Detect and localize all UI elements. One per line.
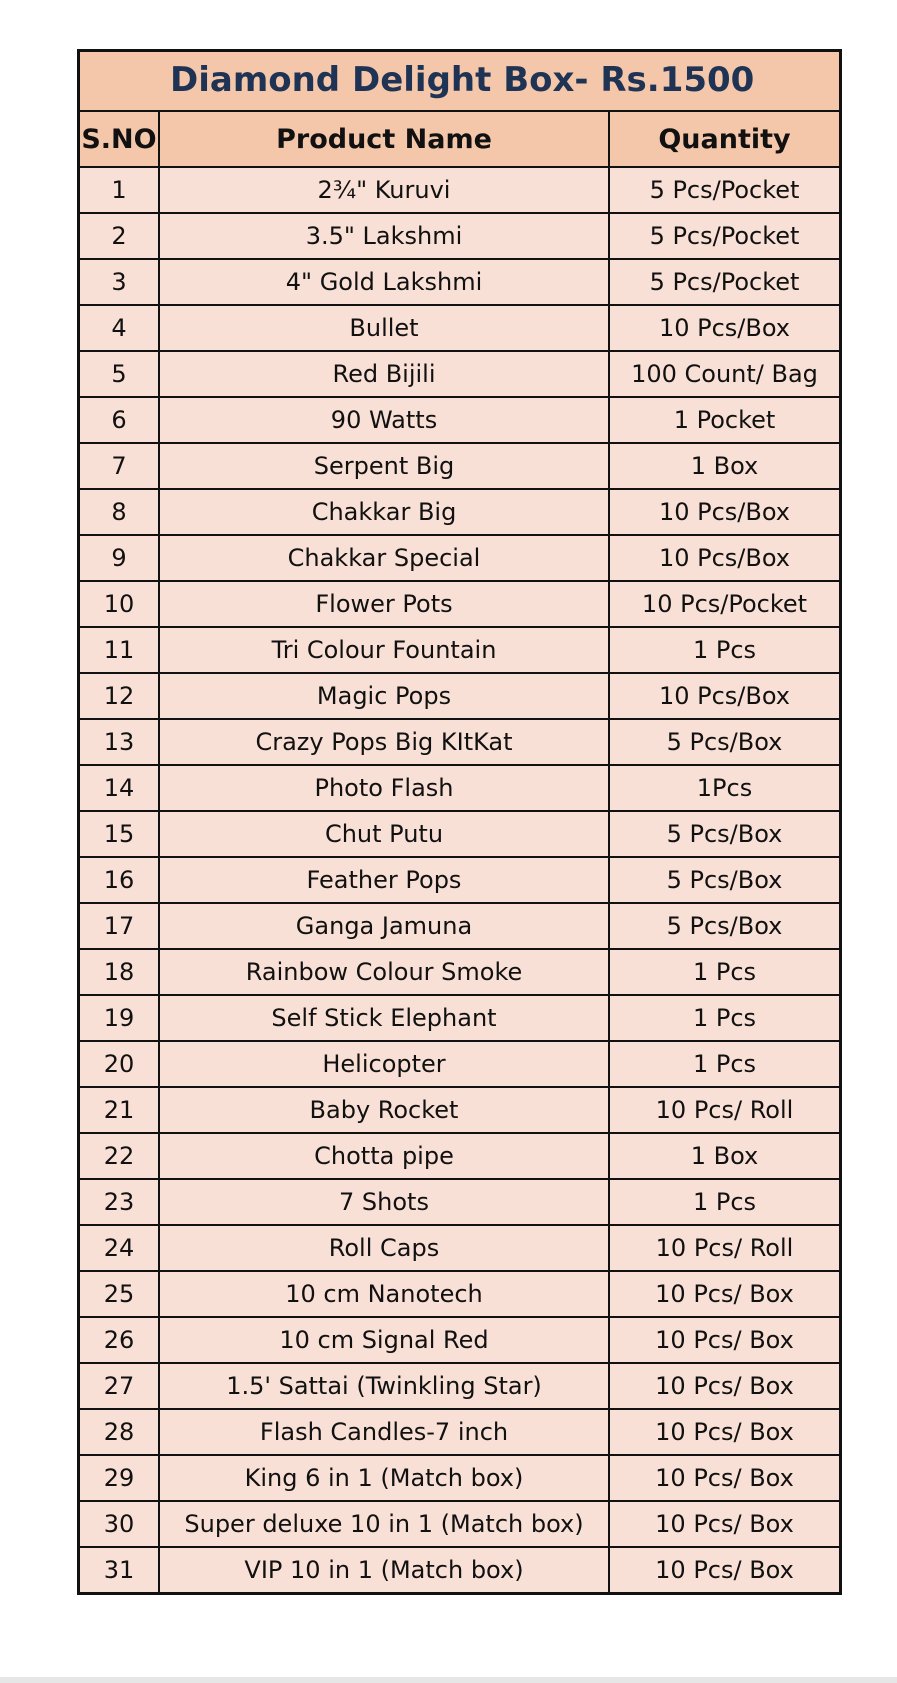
title-row — [80, 52, 839, 112]
cell-product-name: 2¾" Kuruvi — [159, 167, 609, 213]
table-row — [80, 443, 839, 489]
cell-sno: 30 — [80, 1501, 159, 1547]
cell-sno: 24 — [80, 1225, 159, 1271]
table-row — [80, 903, 839, 949]
table-body — [80, 167, 839, 1592]
cell-quantity: 10 Pcs/Pocket — [609, 581, 839, 627]
cell-product-name: Roll Caps — [159, 1225, 609, 1271]
cell-quantity: 10 Pcs/ Box — [609, 1501, 839, 1547]
cell-sno: 12 — [80, 673, 159, 719]
table-row — [80, 305, 839, 351]
cell-sno: 23 — [80, 1179, 159, 1225]
table-row — [80, 1087, 839, 1133]
cell-sno: 13 — [80, 719, 159, 765]
cell-product-name: 3.5" Lakshmi — [159, 213, 609, 259]
cell-quantity: 10 Pcs/ Box — [609, 1363, 839, 1409]
cell-quantity: 10 Pcs/Box — [609, 673, 839, 719]
cell-product-name: Helicopter — [159, 1041, 609, 1087]
table-row — [80, 1041, 839, 1087]
cell-sno: 2 — [80, 213, 159, 259]
table-row — [80, 673, 839, 719]
cell-quantity: 10 Pcs/ Roll — [609, 1087, 839, 1133]
table-row — [80, 949, 839, 995]
sheet-title: Diamond Delight Box- Rs.1500 — [170, 60, 755, 100]
cell-product-name: Flower Pots — [159, 581, 609, 627]
cell-quantity: 10 Pcs/Box — [609, 489, 839, 535]
cell-quantity: 10 Pcs/ Box — [609, 1547, 839, 1592]
table-row — [80, 259, 839, 305]
cell-product-name: 4" Gold Lakshmi — [159, 259, 609, 305]
cell-product-name: Chotta pipe — [159, 1133, 609, 1179]
table-row — [80, 397, 839, 443]
cell-sno: 5 — [80, 351, 159, 397]
cell-sno: 20 — [80, 1041, 159, 1087]
table-row — [80, 351, 839, 397]
cell-quantity: 1Pcs — [609, 765, 839, 811]
cell-quantity: 100 Count/ Bag — [609, 351, 839, 397]
cell-sno: 15 — [80, 811, 159, 857]
cell-quantity: 10 Pcs/ Roll — [609, 1225, 839, 1271]
table-row — [80, 857, 839, 903]
cell-sno: 6 — [80, 397, 159, 443]
cell-sno: 27 — [80, 1363, 159, 1409]
table-row — [80, 167, 839, 213]
table-row — [80, 1317, 839, 1363]
table-row — [80, 1133, 839, 1179]
cell-quantity: 5 Pcs/Box — [609, 903, 839, 949]
cell-product-name: Super deluxe 10 in 1 (Match box) — [159, 1501, 609, 1547]
cell-quantity: 10 Pcs/ Box — [609, 1409, 839, 1455]
cell-product-name: Serpent Big — [159, 443, 609, 489]
cell-sno: 11 — [80, 627, 159, 673]
cell-product-name: Baby Rocket — [159, 1087, 609, 1133]
column-header-sno: S.NO — [80, 112, 159, 167]
cell-sno: 26 — [80, 1317, 159, 1363]
cell-quantity: 1 Box — [609, 1133, 839, 1179]
column-header-product-name: Product Name — [159, 112, 609, 167]
cell-quantity: 5 Pcs/Box — [609, 719, 839, 765]
cell-product-name: Chakkar Special — [159, 535, 609, 581]
cell-product-name: Chakkar Big — [159, 489, 609, 535]
cell-quantity: 1 Pcs — [609, 627, 839, 673]
cell-quantity: 5 Pcs/Box — [609, 811, 839, 857]
cell-product-name: Rainbow Colour Smoke — [159, 949, 609, 995]
cell-sno: 21 — [80, 1087, 159, 1133]
cell-sno: 19 — [80, 995, 159, 1041]
table-row — [80, 1547, 839, 1592]
cell-sno: 8 — [80, 489, 159, 535]
cell-product-name: Chut Putu — [159, 811, 609, 857]
table-row — [80, 719, 839, 765]
cell-sno: 25 — [80, 1271, 159, 1317]
table-row — [80, 1179, 839, 1225]
cell-quantity: 5 Pcs/Pocket — [609, 259, 839, 305]
cell-quantity: 1 Pcs — [609, 995, 839, 1041]
table-row — [80, 1363, 839, 1409]
cell-product-name: Flash Candles-7 inch — [159, 1409, 609, 1455]
cell-sno: 7 — [80, 443, 159, 489]
cell-product-name: 1.5' Sattai (Twinkling Star) — [159, 1363, 609, 1409]
cell-product-name: Self Stick Elephant — [159, 995, 609, 1041]
cell-product-name: Tri Colour Fountain — [159, 627, 609, 673]
cell-product-name: 90 Watts — [159, 397, 609, 443]
product-table — [80, 112, 839, 1592]
cell-quantity: 5 Pcs/Pocket — [609, 167, 839, 213]
table-row — [80, 1225, 839, 1271]
cell-quantity: 1 Pcs — [609, 1041, 839, 1087]
cell-product-name: Bullet — [159, 305, 609, 351]
header-row — [80, 112, 839, 167]
cell-sno: 10 — [80, 581, 159, 627]
cell-sno: 28 — [80, 1409, 159, 1455]
table-row — [80, 1501, 839, 1547]
cell-sno: 9 — [80, 535, 159, 581]
cell-sno: 1 — [80, 167, 159, 213]
cell-product-name: Photo Flash — [159, 765, 609, 811]
cell-quantity: 10 Pcs/Box — [609, 305, 839, 351]
table-row — [80, 765, 839, 811]
cell-product-name: Ganga Jamuna — [159, 903, 609, 949]
cell-quantity: 10 Pcs/ Box — [609, 1455, 839, 1501]
cell-quantity: 1 Box — [609, 443, 839, 489]
cell-product-name: 10 cm Signal Red — [159, 1317, 609, 1363]
table-row — [80, 581, 839, 627]
cell-quantity: 10 Pcs/ Box — [609, 1271, 839, 1317]
cell-quantity: 5 Pcs/Box — [609, 857, 839, 903]
cell-sno: 16 — [80, 857, 159, 903]
cell-product-name: 7 Shots — [159, 1179, 609, 1225]
cell-quantity: 1 Pcs — [609, 949, 839, 995]
table-row — [80, 1409, 839, 1455]
cell-sno: 17 — [80, 903, 159, 949]
cell-product-name: Crazy Pops Big KItKat — [159, 719, 609, 765]
cell-product-name: Red Bijili — [159, 351, 609, 397]
cell-sno: 29 — [80, 1455, 159, 1501]
table-row — [80, 213, 839, 259]
table-row — [80, 1455, 839, 1501]
cell-sno: 18 — [80, 949, 159, 995]
bottom-edge — [0, 1677, 897, 1683]
cell-product-name: 10 cm Nanotech — [159, 1271, 609, 1317]
cell-sno: 22 — [80, 1133, 159, 1179]
product-sheet — [77, 49, 842, 1595]
cell-product-name: Magic Pops — [159, 673, 609, 719]
cell-sno: 4 — [80, 305, 159, 351]
cell-quantity: 1 Pocket — [609, 397, 839, 443]
cell-sno: 14 — [80, 765, 159, 811]
cell-sno: 3 — [80, 259, 159, 305]
cell-sno: 31 — [80, 1547, 159, 1592]
cell-quantity: 1 Pcs — [609, 1179, 839, 1225]
table-row — [80, 811, 839, 857]
cell-quantity: 5 Pcs/Pocket — [609, 213, 839, 259]
cell-product-name: Feather Pops — [159, 857, 609, 903]
cell-product-name: VIP 10 in 1 (Match box) — [159, 1547, 609, 1592]
cell-product-name: King 6 in 1 (Match box) — [159, 1455, 609, 1501]
cell-quantity: 10 Pcs/ Box — [609, 1317, 839, 1363]
cell-quantity: 10 Pcs/Box — [609, 535, 839, 581]
table-row — [80, 1271, 839, 1317]
table-row — [80, 995, 839, 1041]
table-row — [80, 489, 839, 535]
table-row — [80, 627, 839, 673]
column-header-quantity: Quantity — [609, 112, 839, 167]
table-row — [80, 535, 839, 581]
